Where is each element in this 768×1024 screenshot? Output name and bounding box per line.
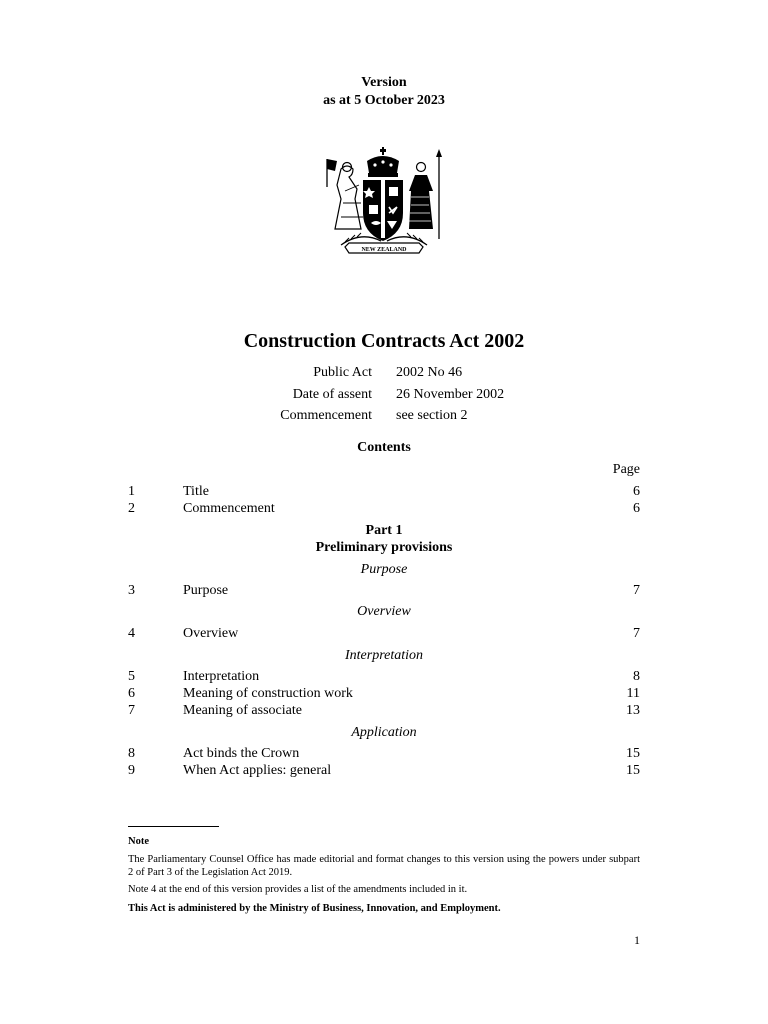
crest-motto: NEW ZEALAND xyxy=(361,247,407,253)
meta-value: see section 2 xyxy=(396,408,468,423)
part-label: Part 1 xyxy=(365,523,403,538)
subheading-purpose: Purpose xyxy=(360,562,408,577)
footnote-divider xyxy=(128,826,219,827)
nz-coat-of-arms-icon xyxy=(323,147,445,257)
meta-row xyxy=(0,365,768,387)
toc-page-number: 15 xyxy=(626,746,640,761)
note-paragraph: The Parliamentary Counsel Office has made editorial and format changes to this version using the powers under subpart 2 of Part 3 of the Legislation Act 2019. xyxy=(128,854,640,878)
meta-label: Public Act xyxy=(313,365,372,380)
note-heading: Note xyxy=(128,836,149,847)
toc-row[interactable] xyxy=(128,668,640,686)
toc-row[interactable] xyxy=(128,582,640,600)
toc-section-number: 3 xyxy=(128,583,135,598)
toc-page-number: 6 xyxy=(633,484,640,499)
toc-page-number: 13 xyxy=(626,703,640,718)
toc-page-number: 11 xyxy=(626,686,640,701)
toc-section-title[interactable]: Overview xyxy=(183,626,239,641)
toc-row[interactable] xyxy=(128,500,640,518)
toc-row[interactable] xyxy=(128,685,640,703)
toc-page-number: 8 xyxy=(633,669,640,684)
meta-row xyxy=(0,387,768,409)
toc-section-number: 7 xyxy=(128,703,135,718)
act-title: Construction Contracts Act 2002 xyxy=(243,330,525,352)
toc-section-number: 1 xyxy=(128,484,135,499)
meta-value: 26 November 2002 xyxy=(396,386,505,402)
toc-row[interactable] xyxy=(128,483,640,501)
toc-row[interactable] xyxy=(128,745,640,763)
meta-value: 2002 No 46 xyxy=(396,365,463,380)
toc-section-number: 6 xyxy=(128,686,135,701)
toc-section-number: 8 xyxy=(128,746,135,761)
toc-section-title[interactable]: Interpretation xyxy=(183,669,260,684)
page-number: 1 xyxy=(634,933,640,947)
toc-row[interactable] xyxy=(128,702,640,720)
toc-section-title[interactable]: Meaning of associate xyxy=(183,703,302,718)
toc-section-number: 2 xyxy=(128,501,135,516)
version-header xyxy=(0,74,768,110)
meta-label: Commencement xyxy=(280,408,372,423)
toc-page-number: 6 xyxy=(633,501,640,516)
toc-section-title[interactable]: Meaning of construction work xyxy=(183,686,353,701)
version-date: as at 5 October 2023 xyxy=(323,93,445,108)
subheading-overview: Overview xyxy=(357,604,411,619)
toc-section-title[interactable]: Purpose xyxy=(183,583,229,598)
note-paragraph: Note 4 at the end of this version provides a list of the amendments included in it. xyxy=(128,884,468,895)
toc-section-title[interactable]: Commencement xyxy=(183,501,275,516)
part-title: Preliminary provisions xyxy=(315,540,453,555)
meta-label: Date of assent xyxy=(292,386,372,402)
version-label: Version xyxy=(361,75,407,90)
toc-row[interactable] xyxy=(128,625,640,643)
toc-section-number: 5 xyxy=(128,669,135,684)
toc-section-title[interactable]: Act binds the Crown xyxy=(183,746,300,761)
subheading-interpretation: Interpretation xyxy=(344,648,424,663)
meta-row xyxy=(0,408,768,430)
toc-row[interactable] xyxy=(128,762,640,780)
act-meta-table xyxy=(0,365,768,430)
administration-statement: This Act is administered by the Ministry of Business, Innovation, and Employment. xyxy=(128,903,501,914)
toc-page-number: 7 xyxy=(633,583,640,598)
contents-heading: Contents xyxy=(357,440,411,455)
toc-section-title[interactable]: Title xyxy=(183,484,209,499)
toc-page-number: 7 xyxy=(633,626,640,641)
subheading-application: Application xyxy=(351,725,417,740)
toc-page-number: 15 xyxy=(626,763,640,778)
page-column-label: Page xyxy=(612,462,640,477)
toc-section-number: 4 xyxy=(128,626,135,641)
toc-section-number: 9 xyxy=(128,763,135,778)
toc-section-title[interactable]: When Act applies: general xyxy=(183,763,332,778)
